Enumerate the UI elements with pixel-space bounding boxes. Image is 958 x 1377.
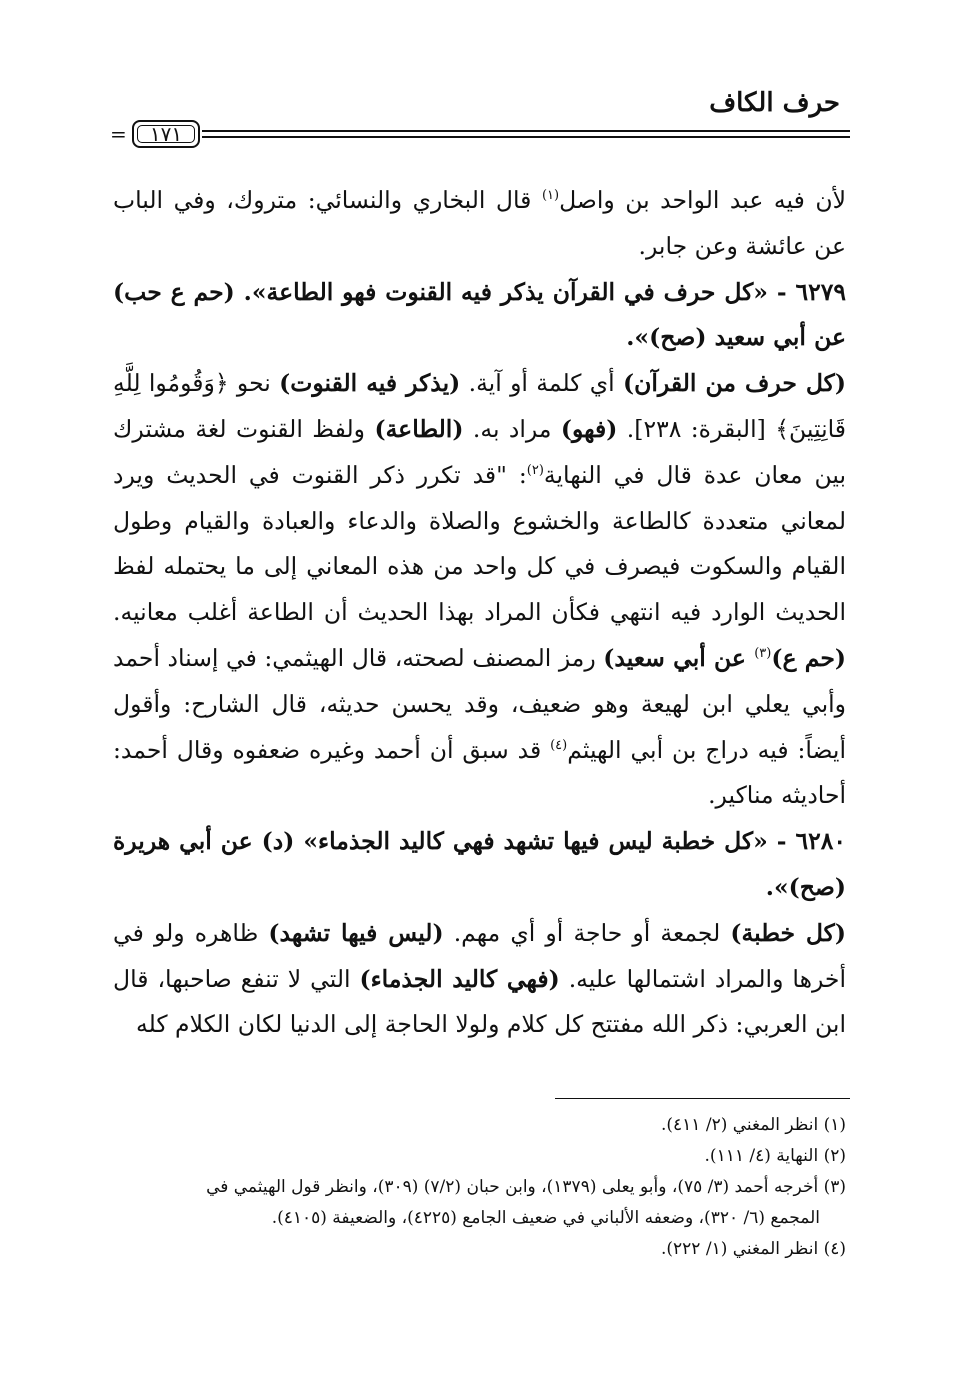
footnotes [113, 1110, 846, 1265]
text-run: أي كلمة أو آية. [460, 369, 623, 398]
text-run: التي لا تنفع صاحبها، قال ابن العربي: ذكر الله مفتتح كل كلام ولولا الحاجة إلى الدنيا لكان الكلام كله [113, 964, 846, 1039]
lemma: (كل حرف من القرآن) [623, 369, 846, 398]
text-run: : "قد تكرر ذكر القنوت في الحديث ويرد لمعاني متعددة كالطاعة والخشوع والصلاة والدعاء والعبادة والقيام وطول القيام والسكوت فيصرف في كل واحد من هذه المعاني إلى ما يحتمله لفظ الحديث الوارد فيه انتهي فكأن المراد بهذا الحديث أن الطاعة أغلب معانيه. [113, 460, 846, 627]
rule-line-bottom [202, 136, 850, 138]
footnote-3: (٣) أخرجه أحمد (٣/ ٧٥)، وأبو يعلى (١٣٧٩)، وابن حبان (٧/٢) (٣٠٩)، وانظر قول الهيثمي في [206, 1177, 846, 1197]
paragraph [113, 178, 846, 270]
lemma: (الطاعة) [374, 414, 464, 443]
footnote-ref[interactable]: (٤) [550, 737, 568, 753]
text-run: رمز المصنف لصحته، قال الهيثمي: في إسناد أحمد وأبي يعلي ابن لهيعة وهو ضعيف، وقد يحسن حديثه، قال الشارح: وأقول أيضاً: فيه دراج بن أبي الهيثم [113, 643, 846, 764]
text-run: لجمعة أو حاجة أو أي مهم. [443, 918, 731, 947]
lemma: (فهي كاليد الجذماء) [359, 964, 560, 993]
text-run: قال البخاري والنسائي: متروك، وفي الباب عن عائشة وعن جابر. [113, 186, 846, 260]
text-run: نحو ﴿وَقُومُوا لِلَّهِ قَانِتِينَ﴾ [البقرة: ٢٣٨]. [113, 369, 847, 443]
paragraph [113, 911, 846, 1048]
chapter-title: حرف الكاف [709, 88, 840, 118]
footnote-4: (٤) انظر المغني (١/ ٢٢٢). [660, 1239, 846, 1259]
footnote-ref[interactable]: (٣) [754, 646, 772, 662]
hadith-text: ٦٢٧٩ - «كل حرف في القرآن يذكر فيه القنوت فهو الطاعة». (حم ع حب) عن أبي سعيد (صح)». [113, 277, 846, 352]
lemma: (ليس فيها تشهد) [268, 918, 444, 947]
footnote-1: (١) انظر المغني (٢/ ٤١١). [660, 1115, 846, 1135]
lemma: (حم ع) [771, 643, 847, 672]
hadith-heading [113, 819, 846, 911]
text-run: ظاهره ولو في أخرها والمراد اشتمالها عليه. [113, 918, 846, 993]
lemma: (يذكر فيه القنوت) [279, 369, 461, 398]
hadith-text: ٦٢٨٠ - «كل خطبة ليس فيها تشهد فهي كاليد الجذماء» (د) عن أبي هريرة (صح)». [113, 827, 846, 901]
footnote-ref[interactable]: (١) [541, 188, 560, 204]
footnote-ref[interactable]: (٢) [526, 462, 544, 478]
text-run: مراد به. [463, 414, 561, 443]
footnote-separator [555, 1098, 850, 1099]
paragraph [113, 361, 846, 819]
page-number: ١٧١ [149, 122, 183, 146]
lemma: عن أبي سعيد) [603, 643, 755, 672]
header-ornament: = [110, 122, 127, 146]
footnote-2: (٢) النهاية (٤/ ١١١). [704, 1146, 846, 1166]
text-run: لأن فيه عبد الواحد بن واصل [559, 186, 846, 214]
rule-line-top [202, 130, 850, 132]
header-rule [110, 120, 850, 148]
lemma: (فهو) [560, 414, 618, 443]
text-run: قد سبق أن أحمد وغيره ضعفوه وقال أحمد: أحاديثه مناكير. [113, 735, 846, 810]
hadith-heading [113, 270, 846, 362]
text-run: ولفظ القنوت لغة مشترك بين معان عدة قال في النهاية [113, 414, 846, 489]
main-text [113, 178, 846, 1048]
page-number-frame [132, 120, 200, 148]
lemma: (كل خطبة) [730, 918, 846, 947]
footnote-3-continued: المجمع (٦/ ٣٢٠)، وضعفه الألباني في ضعيف الجامع (٤٢٢٥)، والضعيفة (٤١٠٥). [271, 1208, 820, 1228]
